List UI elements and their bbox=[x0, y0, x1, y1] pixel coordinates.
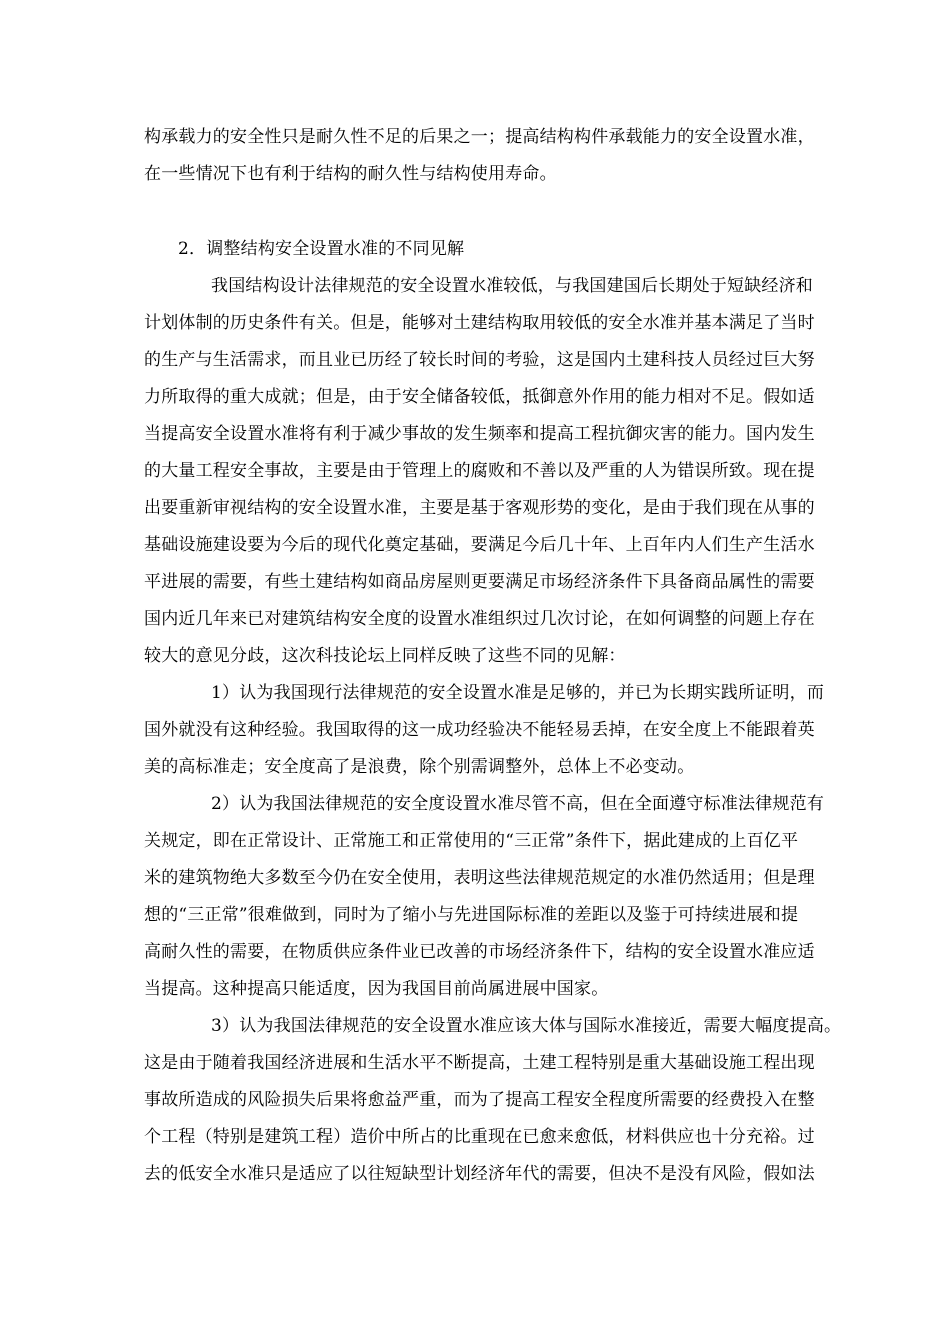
list-item-2: 2）认为我国法律规范的安全度设置水准尽管不高，但在全面遵守标准法律规范有 bbox=[211, 794, 825, 814]
text-line: 想的“三正常”很难做到，同时为了缩小与先进国际标准的差距以及鉴于可持续进展和提 bbox=[144, 905, 799, 925]
text-line: 在一些情况下也有利于结构的耐久性与结构使用寿命。 bbox=[144, 164, 557, 184]
list-item-3: 3）认为我国法律规范的安全设置水准应该大体与国际水准接近，需要大幅度提高。 bbox=[211, 1016, 842, 1036]
text-line: 出要重新审视结构的安全设置水准，主要是基于客观形势的变化，是由于我们现在从事的 bbox=[144, 498, 815, 518]
text-line: 基础设施建设要为今后的现代化奠定基础，要满足今后几十年、上百年内人们生产生活水 bbox=[144, 535, 815, 555]
text-line: 这是由于随着我国经济进展和生活水平不断提高，土建工程特别是重大基础设施工程出现 bbox=[144, 1053, 815, 1073]
text-line: 关规定，即在正常设计、正常施工和正常使用的“三正常”条件下，据此建成的上百亿平 bbox=[144, 831, 799, 851]
text-line: 力所取得的重大成就；但是，由于安全储备较低，抵御意外作用的能力相对不足。假如适 bbox=[144, 387, 815, 407]
text-line: 个工程（特别是建筑工程）造价中所占的比重现在已愈来愈低，材料供应也十分充裕。过 bbox=[144, 1127, 815, 1147]
text-line: 国内近几年来已对建筑结构安全度的设置水准组织过几次讨论，在如何调整的问题上存在 bbox=[144, 609, 815, 629]
text-line: 国外就没有这种经验。我国取得的这一成功经验决不能轻易丢掉，在安全度上不能跟着英 bbox=[144, 720, 815, 740]
text-line: 美的高标准走；安全度高了是浪费，除个别需调整外，总体上不必变动。 bbox=[144, 757, 695, 777]
text-line: 较大的意见分歧，这次科技论坛上同样反映了这些不同的见解： bbox=[144, 646, 626, 666]
text-line: 当提高安全设置水准将有利于减少事故的发生频率和提高工程抗御灾害的能力。国内发生 bbox=[144, 424, 815, 444]
text-line: 计划体制的历史条件有关。但是，能够对土建结构取用较低的安全水准并基本满足了当时 bbox=[144, 313, 815, 333]
text-line: 去的低安全水准只是适应了以往短缺型计划经济年代的需要，但决不是没有风险，假如法 bbox=[144, 1164, 815, 1184]
text-line: 我国结构设计法律规范的安全设置水准较低，与我国建国后长期处于短缺经济和 bbox=[211, 276, 813, 296]
text-line: 米的建筑物绝大多数至今仍在安全使用，表明这些法律规范规定的水准仍然适用；但是理 bbox=[144, 868, 815, 888]
text-line: 构承载力的安全性只是耐久性不足的后果之一；提高结构构件承载能力的安全设置水准， bbox=[144, 127, 815, 147]
text-line: 事故所造成的风险损失后果将愈益严重，而为了提高工程安全程度所需要的经费投入在整 bbox=[144, 1090, 815, 1110]
list-item-1: 1）认为我国现行法律规范的安全设置水准是足够的，并已为长期实践所证明，而 bbox=[211, 683, 825, 703]
text-line: 当提高。这种提高只能适度，因为我国目前尚属进展中国家。 bbox=[144, 979, 609, 999]
text-line: 平进展的需要，有些土建结构如商品房屋则更要满足市场经济条件下具备商品属性的需要 bbox=[144, 572, 815, 592]
text-line: 的大量工程安全事故，主要是由于管理上的腐败和不善以及严重的人为错误所致。现在提 bbox=[144, 461, 815, 481]
section-heading: 2．调整结构安全设置水准的不同见解 bbox=[178, 239, 465, 259]
text-line: 高耐久性的需要，在物质供应条件业已改善的市场经济条件下，结构的安全设置水准应适 bbox=[144, 942, 815, 962]
text-line: 的生产与生活需求，而且业已历经了较长时间的考验，这是国内土建科技人员经过巨大努 bbox=[144, 350, 815, 370]
